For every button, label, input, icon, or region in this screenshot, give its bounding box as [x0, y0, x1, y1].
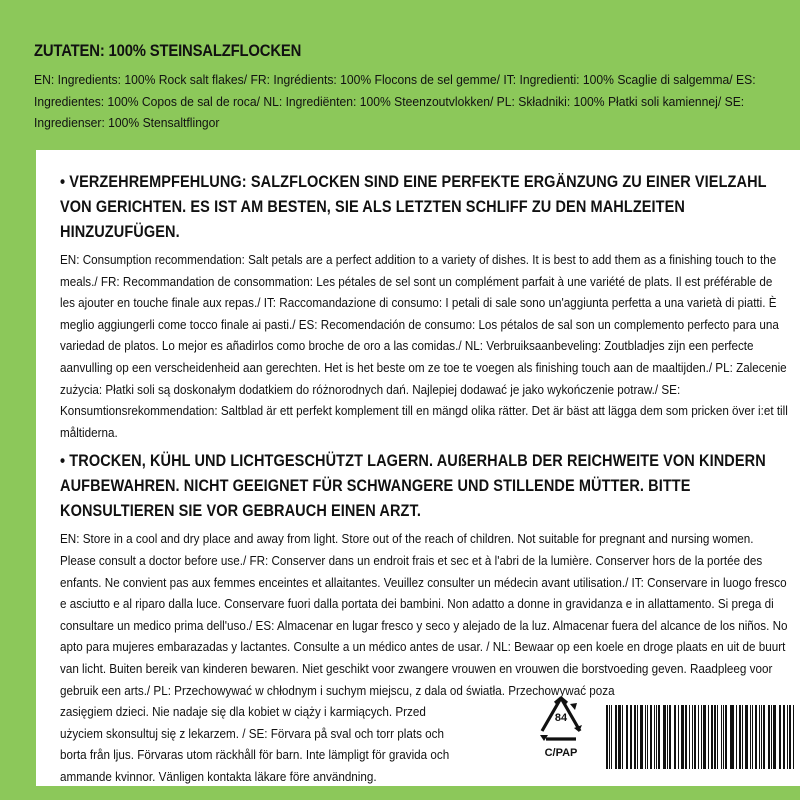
barcode-bar — [739, 705, 741, 769]
barcode-bar — [637, 705, 638, 769]
barcode-bar — [773, 705, 776, 769]
barcode-bar — [634, 705, 636, 769]
barcode-bar — [606, 705, 608, 769]
barcode-bar — [793, 705, 794, 769]
storage-heading: • TROCKEN, KÜHL UND LICHTGESCHÜTZT LAGERN. AUßERHALB DER REICHWEITE VON KINDERN AUFBEWAHREN. NICHT GEEIGNET FÜR SCHWANGERE UND STILLENDE MÜTTER. BITTE KONSULTIEREN SIE VOR GEBRAUCH EINEN ARZT. — [60, 452, 766, 521]
ingredients-title: ZUTATEN: 100% STEINSALZFLOCKEN — [34, 42, 302, 60]
barcode-bar — [723, 705, 724, 769]
info-panel — [36, 150, 800, 786]
barcode-bar — [761, 705, 762, 769]
barcode-bar — [611, 705, 612, 769]
barcode-bar — [725, 705, 727, 769]
barcode-bar — [730, 705, 733, 769]
storage-text-continued: zasięgiem dzieci. Nie nadaje się dla kobiet w ciąży i karmiących. Przed użyciem skonsultuj się z lekarzem. / SE: Förvara på sval och torr plats och borta från ljus. Förvaras utom räckhåll för barn. Inte lämpligt för gravida och ammande kvinnor. Vänligen kontakta läkare före användning. — [60, 704, 450, 784]
barcode-bar — [622, 705, 623, 769]
barcode-bar — [783, 705, 785, 769]
storage-text: EN: Store in a cool and dry place and away from light. Store out of the reach of children. Not suitable for pregnant and nursing women. Please consult a doctor before use./ FR: Conserver dans un endroit frais et sec et à l'abri de la lumière. Conserver hors de la portée des enfants. Ne convient pas aux femmes enceintes et allaitantes. Veuillez consulter un médecin avant utilisation./ IT: Conservare in luogo fresco e asciutto e al riparo dalla luce. Conservare fuori dalla portata dei bambini. Non adatto a donne in gravidanza e in allattamento. Si prega di consultare un medico prima dell'uso./ ES: Almacenar en lugar fresco y seco y alejado de la luz. Almacenar fuera del alcance de los niños. No apto para mujeres embarazadas y lactantes. Consulte a un médico antes de usar. / NL: Bewaar op een koele en droge plaats en uit de buurt van licht. Buiten bereik van kinderen bewaren. Niet geschikt voor zwangere vrouwen en vrouwen die borstvoeding geven. Raadpleeg voor gebruik een arts./ PL: Przechowywać w chłodnym i suchym miejscu, z dala od światła. Przechowywać poza — [60, 531, 788, 698]
barcode-bar — [615, 705, 617, 769]
barcode-bar — [711, 705, 713, 769]
recycling-label: C/PAP — [544, 747, 578, 759]
ingredients-block — [34, 42, 774, 134]
barcode-bar — [763, 705, 765, 769]
barcode-bar — [714, 705, 716, 769]
barcode-bar — [703, 705, 706, 769]
barcode-bar — [789, 705, 791, 769]
barcode-bar — [736, 705, 737, 769]
barcode-bar — [689, 705, 690, 769]
barcode-bar — [694, 705, 696, 769]
barcode-bar — [609, 705, 610, 769]
barcode-bar — [733, 705, 734, 769]
barcode-bar — [678, 705, 679, 769]
barcode-bar — [627, 705, 628, 769]
barcode-bar — [675, 705, 676, 769]
barcode-bar — [656, 705, 657, 769]
barcode-bar — [768, 705, 770, 769]
barcode-bar — [630, 705, 632, 769]
barcode-bar — [681, 705, 684, 769]
barcode-bar — [717, 705, 718, 769]
barcode — [606, 705, 796, 769]
barcode-bar — [618, 705, 621, 769]
barcode-bar — [771, 705, 772, 769]
barcode-bar — [745, 705, 748, 769]
barcode-bar — [780, 705, 781, 769]
barcode-bar — [669, 705, 671, 769]
barcode-bar — [685, 705, 687, 769]
barcode-bar — [663, 705, 666, 769]
barcode-bar — [742, 705, 743, 769]
ingredients-translations: EN: Ingredients: 100% Rock salt flakes/ FR: Ingrédients: 100% Flocons de sel gemme/ IT: Ingredienti: 100% Scaglie di salgemma/ ES: Ingredientes: 100% Copos de sal de roca/ NL: Ingrediënten: 100% Steenzoutvlokken/ PL: Składniki: 100% Płatki soli kamiennej/ SE: Ingredienser: 100% Stensaltflingor — [34, 72, 756, 130]
recycling-symbol — [534, 695, 588, 765]
barcode-bar — [650, 705, 652, 769]
barcode-bar — [667, 705, 668, 769]
barcode-bar — [752, 705, 753, 769]
barcode-bar — [755, 705, 757, 769]
consumption-heading: • VERZEHREMPFEHLUNG: SALZFLOCKEN SIND EINE PERFEKTE ERGÄNZUNG ZU EINER VIELZAHL VON GERICHTEN. ES IST AM BESTEN, SIE ALS LETZTEN SCHLIFF ZU DEN MAHLZEITEN HINZUZUFÜGEN. — [60, 173, 767, 241]
barcode-bar — [708, 705, 709, 769]
info-content — [60, 170, 790, 787]
barcode-bar — [698, 705, 699, 769]
recycling-code: 84 — [554, 712, 568, 724]
barcode-bar — [640, 705, 643, 769]
barcode-bar — [647, 705, 648, 769]
consumption-text: EN: Consumption recommendation: Salt petals are a perfect addition to a variety of dishes. It is best to add them as a finishing touch to the meals./ FR: Recommandation de consommation: Les pétales de sel sont un complément parfait à une variété de plats. Il est préférable de les ajouter en touche finale aux repas./ IT: Raccomandazione di consumo: I petali di sale sono un'aggiunta perfetta a una varietà di piatti. È meglio aggiungerli come tocco finale ai pasti./ ES: Recomendación de consumo: Los pétalos de sal son un complemento perfecto para una variedad de platos. Lo mejor es añadirlos como broche de oro a las comidas./ NL: Verbruiksaanbeveling: Zoutbladjes zijn een perfecte aanvulling op een verscheidenheid aan gerechten. Het is het beste om ze toe te voegen als finishing touch aan de maaltijden./ PL: Zalecenie zużycia: Płatki soli są doskonałym dodatkiem do różnorodnych dań. Najlepiej dodawać je jako wykończenie potraw./ SE: Konsumtionsrekommendation: Saltblad är ett perfekt komplement till en mängd olika rätter. Det är bäst att lägga dem som pricken över i:et till måltiderna. — [60, 252, 788, 440]
barcode-bar — [658, 705, 660, 769]
